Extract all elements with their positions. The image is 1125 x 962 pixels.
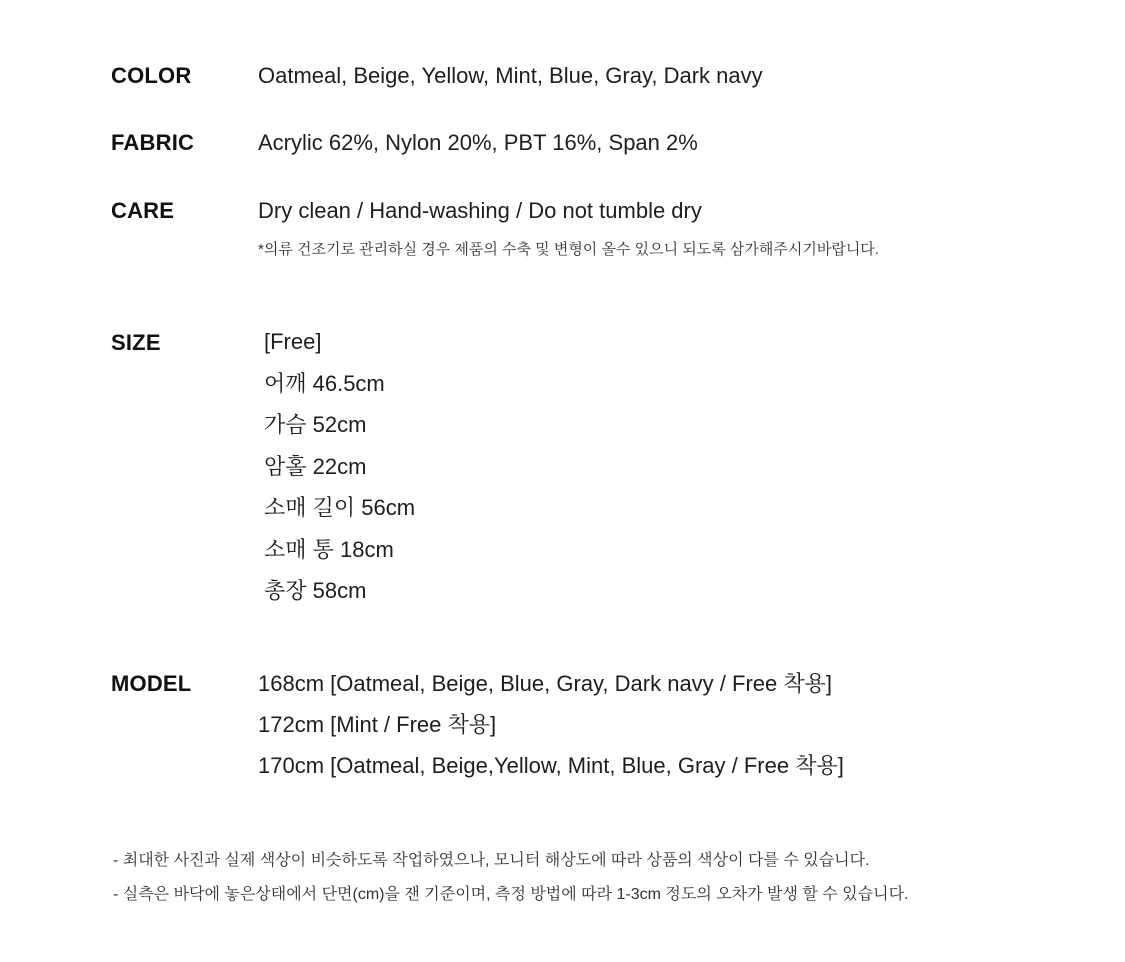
- size-list: [264, 329, 415, 620]
- size-item: 총장 58cm: [264, 578, 367, 603]
- model-item: 168cm [Oatmeal, Beige, Blue, Gray, Dark navy / Free 착용]: [258, 671, 832, 696]
- size-item: 소매 길이 56cm: [264, 495, 416, 520]
- fabric-label: FABRIC: [111, 130, 195, 155]
- footnotes: [113, 850, 908, 918]
- model-item: 172cm [Mint / Free 착용]: [258, 712, 497, 737]
- model-label: MODEL: [111, 671, 192, 696]
- color-label: COLOR: [111, 63, 192, 88]
- care-note: *의류 건조기로 관리하실 경우 제품의 수축 및 변형이 올수 있으니 되도록 삼가해주시기바랍니다.: [258, 241, 879, 258]
- size-item: 어깨 46.5cm: [264, 370, 385, 396]
- size-item: [Free]: [264, 329, 322, 354]
- fabric-value: Acrylic 62%, Nylon 20%, PBT 16%, Span 2%: [258, 130, 698, 155]
- size-item: 가슴 52cm: [264, 412, 367, 437]
- footnote-item: - 최대한 사진과 실제 색상이 비슷하도록 작업하였으나, 모니터 해상도에 따라 상품의 색상이 다를 수 있습니다.: [113, 852, 870, 869]
- size-item: 암홀 22cm: [264, 453, 367, 479]
- care-value: Dry clean / Hand-washing / Do not tumble dry: [258, 198, 702, 223]
- footnote-item: - 실측은 바닥에 놓은상태에서 단면(cm)을 잰 기준이며, 측정 방법에 따라 1-3cm 정도의 오차가 발생 할 수 있습니다.: [113, 886, 909, 903]
- model-list: [258, 671, 844, 794]
- size-item: 소매 통 18cm: [264, 536, 394, 562]
- care-label: CARE: [111, 198, 175, 223]
- model-item: 170cm [Oatmeal, Beige,Yellow, Mint, Blue, Gray / Free 착용]: [258, 753, 844, 778]
- color-value: Oatmeal, Beige, Yellow, Mint, Blue, Gray, Dark navy: [258, 63, 763, 88]
- size-label: SIZE: [111, 330, 161, 355]
